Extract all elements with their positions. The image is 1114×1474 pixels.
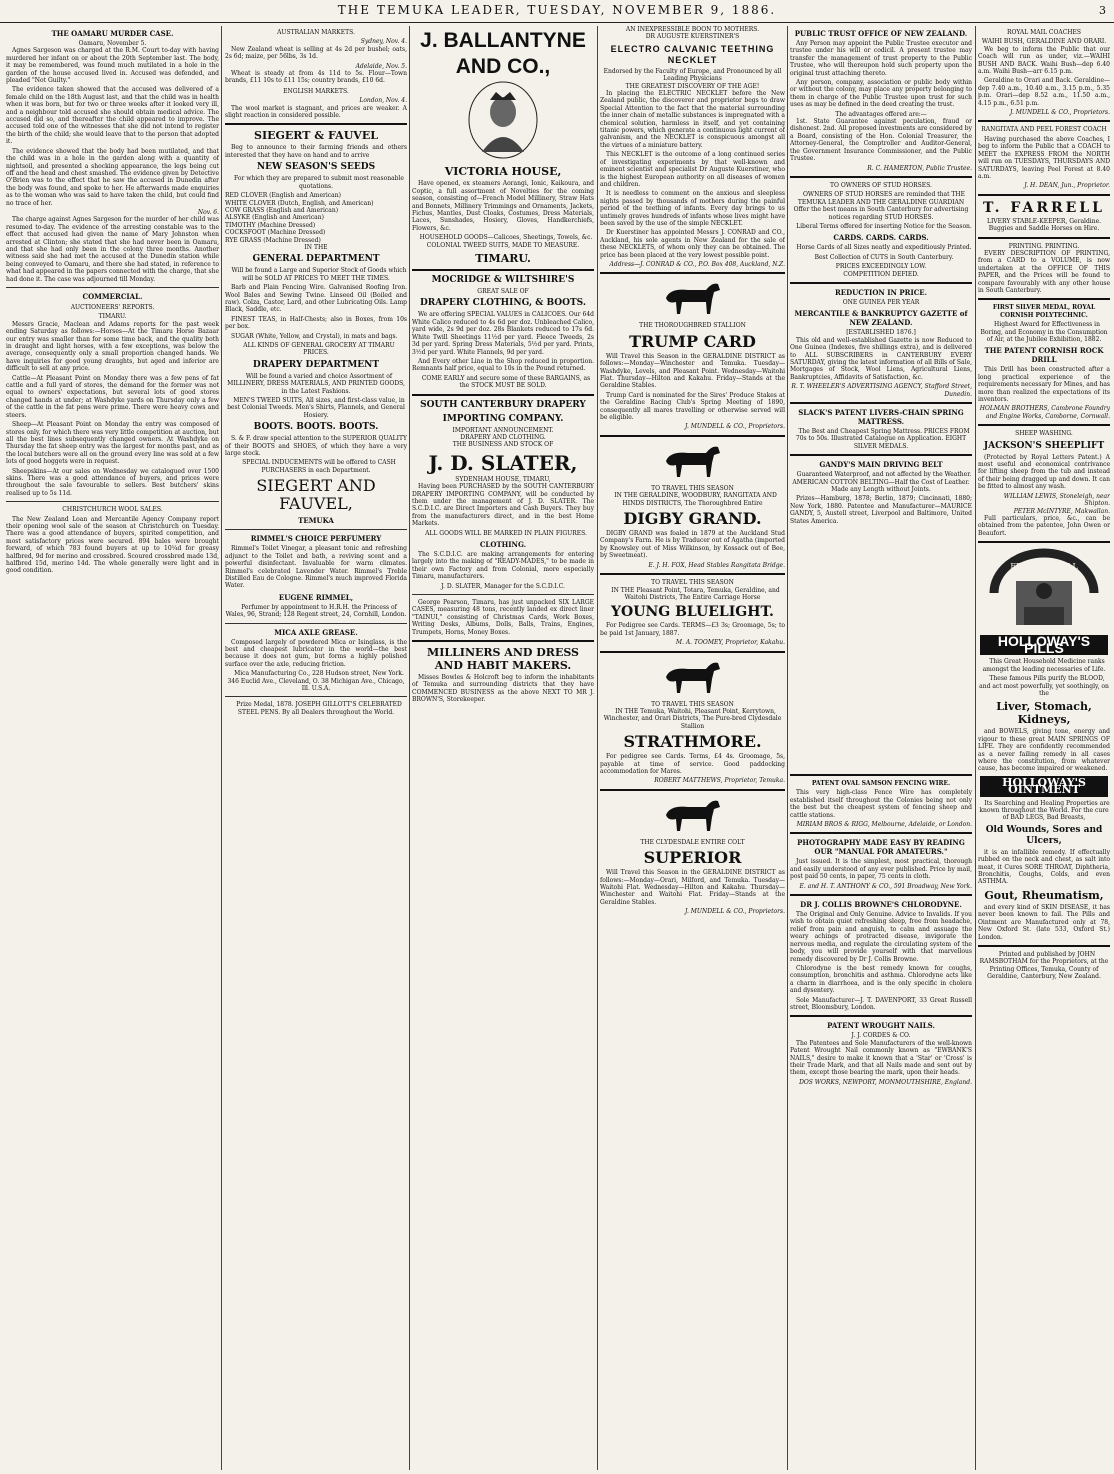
ad-text: For Pedigree see Cards. TERMS—£3 3s; Groomage, 5s; to be paid 1st January, 1887. [600, 622, 785, 637]
ad-heading-gout: Gout, Rheumatism, [984, 888, 1104, 902]
column-drapery-ads [412, 26, 594, 1470]
article-paragraph: Wheat is steady at from 4s 11d to 5s. Flour—Town brands, £11 10s to £11 15s; country brands, £10 6d. [225, 70, 407, 85]
divider [978, 541, 1110, 543]
ad-text: LIVERY STABLE-KEEPER, Geraldine. [986, 217, 1102, 225]
ad-title-mocridge: MOCRIDGE & WILTSHIRE'S [431, 275, 575, 286]
ad-signature: DOS WORKS, NEWPORT, MONMOUTHSHIRE, England. [799, 1078, 972, 1086]
ad-text: COMPETITION DEFIED. [843, 270, 919, 278]
ad-location: TEMUKA [298, 516, 334, 526]
ad-text: And Every other Line in the Shop reduced in proportion. Remnants half price, equal to 10s in the Pound returned. [412, 357, 594, 373]
divider [600, 789, 785, 791]
ad-heading-liver: Liver, Stomach, Kidneys, [996, 700, 1092, 727]
ad-heading-mica: MICA AXLE GREASE. [274, 627, 358, 637]
ad-title-siegert-fauvel-large: SIEGERT AND FAUVEL, [256, 476, 376, 514]
ad-text: Perfumer by appointment to H.R.H. the Princess of Wales, 96, Strand; 128 Regent street, 24, Cornhill, London. [225, 603, 407, 619]
divider [412, 394, 594, 396]
ad-text: Endorsed by the Faculty of Europe, and Pronounced by all Leading Physicians [603, 67, 782, 83]
subheading-auctioneers: AUCTIONEERS' REPORTS. [70, 304, 155, 311]
article-paragraph: Cattle—At Pleasant Point on Monday there was a few pens of fat cattle and a full yard of stores, the demand for the former was not equal to owners' expectations, but several lots of good stores changed hands at under; at Washdyke yards on Thursday only a few of the cattle in the fat pens were prime. There were heavy cows and steers. [6, 374, 219, 419]
ad-text: This Great Household Medicine ranks amongst the leading necessaries of Life. [982, 658, 1106, 673]
ad-text: The S.C.D.I.C. are making arrangements for entering largely into the making of "READY-MADES," to be made in their own Factory and from Colonial, more especially Timaru, manufacturers. [412, 551, 594, 581]
ad-text: FINEST TEAS, in Half-Chests; also in Boxes, from 10s per box. [225, 315, 407, 331]
ad-text: Dr Kuerstiner has appointed Messrs J. CONRAD and CO., Auckland, his sole agents in New Zealand for the sale of these NECKLETS, of whom only they can be obtained. The price has been placed at the very lowest possible point. [600, 229, 785, 259]
divider [790, 402, 972, 404]
ad-text: Best Collection of CUTS in South Canterbury. [814, 253, 954, 261]
ad-title-young-bluelight: YOUNG BLUELIGHT. [611, 604, 774, 621]
ad-text: AN INEXPRESSIBLE BOON TO MOTHERS. [625, 26, 760, 33]
dateline: Oamaru, November 5. [78, 40, 147, 47]
ad-text: PRICES EXCEEDINGLY LOW. [835, 263, 927, 271]
divider [225, 623, 407, 624]
ad-text: Any person, company, association or public body within or without the colony, may place any property belonging to them in charge of the Public Trustee upon trust for such uses as may be defined in the deed creating the trust. [790, 79, 972, 109]
divider [790, 832, 972, 834]
ad-text: Any Person may appoint the Public Trustee executor and trustee under his will or codicil. A present trustee may transfer the management of trust property to the Public Trustee, who will thereupon hold such property upon the original trust attaching thereto. [790, 40, 972, 77]
seed-item: RED CLOVER (English and American) [225, 192, 341, 200]
friend-of-all-engraving [978, 547, 1110, 629]
ad-text: This Drill has been constructed after a long practical experience of the requirements necessary for Mines, and has more than realized the expectations of its inventors. [978, 366, 1110, 404]
ad-text: SPECIAL INDUCEMENTS will be offered to CASH PURCHASERS in each Department. [242, 459, 396, 474]
divider [225, 696, 407, 697]
ad-text: Highest Award for Effectiveness in Boring, and Economy in the Consumption of Air, at the Jubilee Exhibition, 1882. [980, 321, 1108, 343]
column-news [6, 26, 219, 1470]
ad-heading-sheep-washing: SHEEP WASHING. [1015, 430, 1073, 438]
ad-text: S. & F. draw special attention to the SUPERIOR QUALITY of their BOOTS and SHOES, of which they have a very large stock. [225, 435, 407, 458]
ad-text: Sole Manufacturer—J. T. DAVENPORT, 33 Great Russell street, Bloomsbury, London. [790, 996, 972, 1011]
ad-signature: ROBERT MATTHEWS, Proprietor, Temuka. [654, 777, 785, 785]
ad-text: ALL KINDS OF GENERAL GROCERY AT TIMARU PRICES. [243, 342, 395, 357]
ad-title-digby-grand: DIGBY GRAND. [623, 509, 762, 529]
divider [790, 894, 972, 896]
ad-text: Beg to announce to their farming friends and others interested that they have on hand and to arrive [225, 144, 407, 159]
ad-name-rimmel: EUGENE RIMMEL, [278, 592, 354, 602]
divider [600, 651, 785, 653]
ad-title-ballantyne: J. BALLANTYNE [420, 29, 586, 52]
ad-signature: E. and H. T. ANTHONY & CO., 591 Broadway, New York. [799, 882, 972, 890]
divider [978, 237, 1110, 239]
column-rule [787, 26, 788, 1470]
ad-text: DR AUGUSTE KUERSTINER'S [645, 33, 740, 41]
ad-heading-printing: PRINTING. PRINTING. [1008, 242, 1080, 250]
ad-text: Prizes—Hamburg, 1878; Berlin, 1879; Cincinnati, 1880; New York, 1880. Patentee and Manufacturer—MAURICE GANDY, 5, Austell street, Liverpool and Baltimore, United States America. [790, 495, 972, 525]
ad-title-rock-drill: THE PATENT CORNISH ROCK DRILL [984, 346, 1104, 365]
ad-text: Prize Medal, 1878. JOSEPH GILLOTT'S CELEBRATED STEEL PENS. By all Dealers throughout the World. [236, 701, 402, 716]
article-paragraph: Sheep—At Pleasant Point on Monday the entry was composed of stores only, for which there was very little competition at auction, but all the best lines subsequently changed owners. At Washdyke on Thursday the fat sheep entry was the largest for months past, and as the local butchers were all on the ground every line was sold at a few lots of good hoggets were in request. [6, 421, 219, 466]
divider [412, 640, 594, 642]
ad-title-superior: SUPERIOR [643, 848, 742, 868]
ad-signature: HOLMAN BROTHERS, Cambrone Foundry and Engine Works, Camborne, Cornwall. [979, 405, 1110, 420]
horse-icon [658, 795, 728, 835]
article-paragraph: The evidence showed that the body had been mutilated, and that the child was in a hole in the garden along with a quantity of nightsoil, and presented a shocking appearance, the legs being cut off and the head and chest smashed. The evidence given by Detective O'Brien was to the effect that he saw the accused in Dunedin after the body was found, and spoke to her. He afterwards made enquiries as to the woman who was said to have taken the child, but could find no trace of her. [6, 147, 219, 207]
ad-text: and BOWELS, giving tone, energy and vigour to these great MAIN SPRINGS OF LIFE. They are confidently recommended as a never failing remedy in all cases where the constitution, from whatever cause, has become impaired or weakened. [978, 728, 1110, 773]
dateline: Adelaide, Nov. 5. [355, 62, 407, 70]
ad-title-siegert-fauvel: SIEGERT & FAUVEL [254, 129, 378, 143]
ad-heading-clothing: CLOTHING. [479, 540, 527, 549]
article-paragraph: The evidence taken showed that the accused was delivered of a female child on the 18th August last, and that the child was in health when it was born, but for two or three weeks after it looked very ill, and a neighbour told accused she should obtain medical advice. The accused did so, and thereafter the child appeared to improve. The accused told one of the witnesses that she did not intend to register the birth of the child; she would leave that to the person that adopted it. [6, 86, 219, 146]
ad-text: Geraldine to Orari and Back. Geraldine—dep 7.40 a.m., 10.40 a.m., 3.15 p.m., 5.35 p.m. Orari—dep 8.52 a.m., 11.50 a.m., 4.15 p.m., 6.51 p.m. [978, 77, 1110, 107]
seed-item: RYE GRASS (Machine Dressed) [225, 236, 321, 244]
ad-text: Guaranteed Waterproof, and not affected by the Weather. AMERICAN COTTON BELTING—Half the Cost of Leather. Made any Length without Joints. [792, 471, 972, 494]
ad-text: Horse Cards of all Sizes neatly and expeditiously Printed. [796, 244, 972, 252]
ad-title-teething-necklet: ELECTRO CALVANIC TEETHING NECKLET [610, 43, 775, 65]
ad-heading-general-department: GENERAL DEPARTMENT [252, 254, 380, 265]
column-notices-continued [790, 770, 972, 1470]
ad-text: THE CLYDESDALE ENTIRE COLT [640, 838, 745, 846]
ad-signature: Address—J. CONRAD & CO., P.O. Box 408, Auckland, N.Z. [609, 260, 785, 268]
ad-text: We beg to inform the Public that our Coach will run as under, viz.—WAIHI BUSH AND BACK. Waihi Bush—dep 6.40 a.m. Waihi Bush—arr 6.15 p.m. [978, 45, 1110, 76]
ad-text: THE BUSINESS AND STOCK OF [452, 441, 554, 449]
headline-wool-sales: CHRISTCHURCH WOOL SALES. [62, 506, 163, 514]
ad-text: Chlorodyne is the best remedy known for coughs, consumption, bronchitis and asthma. Chlorodyne acts like a charm in diarrhoea, and is the only specific in cholera and dysentery. [790, 964, 972, 995]
headline-australian-markets: AUSTRALIAN MARKETS. [277, 29, 355, 36]
ad-text: George Pearson, Timaru, has just unpacked SIX LARGE CASES, measuring 48 tons, recently landed ex direct liner "TAINUI," consisting of Christmas Cards, Work Boxes, Writing Desks, Albums, Dolls, Balls, Trains, Engines, Trumpets, Horns, Money Boxes. [412, 599, 594, 636]
ad-text: IN THE Temuka, Waitohi, Pleasant Point, Kerrytown, Winchester, and Orari Districts, The Pure-bred Clydesdale Stallion [603, 707, 782, 730]
ad-heading-public-trust: PUBLIC TRUST OFFICE OF NEW ZEALAND. [794, 29, 968, 38]
ad-signature: J. MUNDELL & CO., Proprietors. [1010, 109, 1110, 117]
ad-text: Having been PURCHASED by the SOUTH CANTERBURY DRAPERY IMPORTING COMPANY, will be conducted by them under the management of J. D. SLATER. The S.C.D.I.C. are Direct Importers and Cash Buyers. They buy from the manufacturers direct, and in the best Home Markets. [412, 483, 594, 528]
ad-text: The Original and Only Genuine. Advice to Invalids. If you wish to obtain quiet refreshing sleep, free from headache, relief from pain and anguish, to calm and assuage the weary achings of protracted disease, invigorate the nervous media, and regulate the circulating system of the body, you will provide yourself with that marvellous remedy discovered by Dr J. Collis Browne. [790, 911, 972, 963]
ad-text: ONE GUINEA PER YEAR [842, 298, 920, 306]
ad-text: This very high-class Fence Wire has completely established itself throughout the Colonies being not only the best but the cheapest system of fencing sheep and cattle stations. [790, 789, 972, 819]
ad-heading-photography: PHOTOGRAPHY MADE EASY BY READING OUR "MANUAL FOR AMATEURS." [797, 838, 965, 857]
ad-text: It is needless to comment on the anxious and sleepless nights passed by thousands of mothers during the painful period of the teething of infants. Every day brings to us untimely graves hundreds of infants whose lives might have been saved by the use of the simple NECKLET. [600, 190, 785, 227]
article-paragraph: Messrs Gracie, Maclean and Adams reports for the past week ending Saturday as follows:—Horses—At the Timaru Horse Bazaar our entry was smaller than for some time back, and the quality both in draught and light horses, with a few exceptions, was below the average, consequently only a small proportion changed hands. We have inquiries for good young draughts, but aged and inferior are difficult to sell at any price. [6, 320, 219, 373]
divider [225, 123, 407, 125]
divider [978, 424, 1110, 426]
ad-title-south-canterbury-drapery: SOUTH CANTERBURY DRAPERY [420, 399, 586, 410]
ad-text: Will Travel this Season in the GERALDINE DISTRICT as follows:—Monday—Winchester and Temuka. Tuesday—Washdyke, Levels, and Pleasant Point. Wednesday—Waitohi Flat. Thursday—Hilton and Kakahu. Friday—Stands at the Geraldine Stables. [600, 352, 785, 390]
divider [600, 573, 785, 575]
ad-text: THE GREATEST DISCOVERY OF THE AGE! [625, 82, 760, 90]
ad-text: The Best and Cheapest Spring Mattress. PRICES FROM 70s to 50s. Illustrated Catalogue on Application. EIGHT SILVER MEDALS. [795, 428, 970, 450]
divider [600, 272, 785, 274]
ad-text: Its Searching and Healing Properties are known throughout the World. For the cure of BAD LEGS, Bad Breasts, [979, 799, 1110, 822]
ad-text: Mica Manufacturing Co., 228 Hudson street, New York. 346 Euclid Ave., Cleveland, O. 38 Michigan Ave., Chicago, Ill. U.S.A. [227, 670, 405, 692]
ad-text: (Protected by Royal Letters Patent.) A most useful and economical contrivance for lifting sheep from the tub and instead of their being dragged up and down. It can be fitted to almost any wash. [978, 453, 1110, 491]
horse-icon [658, 441, 728, 481]
ad-signature: J. MUNDELL & CO., Proprietors. [685, 908, 785, 916]
ad-text: Trump Card is nominated for the Sires' Produce Stakes at the Geraldine Racing Club's Spring Meeting of 1890, consequently all mares travelling or otherwise served will be eligible. [600, 391, 785, 422]
ad-title-holloway-pills: HOLLOWAY'S PILLS [980, 635, 1108, 656]
ad-text: 1st. State Guarantee against peculation, fraud or dishonest. 2nd. All proposed investments are considered by a Board, consisting of the Hon. Colonial Treasurer, the Attorney-General, the Comptroller and Auditor-General, the Government Insurance Commissioner, and the Public Trustee. [790, 118, 972, 163]
printer-imprint: Printed and published by JOHN RAMSBOTHAM for the Proprietors, at the Printing Offices, Temuka, County of Geraldine, Canterbury, New Zealand. [979, 950, 1109, 981]
ad-heading-reduction: REDUCTION IN PRICE. [834, 287, 928, 297]
ad-signature: J. D. SLATER, Manager for the S.C.D.I.C. [441, 582, 565, 590]
ad-text: Barb and Plain Fencing Wire. Galvanised Roofing Iron. Wool Bales and Sewing Twine. Linseed Oil (Boiled and raw). Colza, Castor, Lard, and other Lubricating Oils. Lamp Black, Saddle, etc. [225, 284, 407, 314]
ad-title-slater: J. D. SLATER, [428, 450, 578, 475]
ad-signature: J. MUNDELL & CO., Proprietors. [685, 423, 785, 431]
dateline: Nov. 6. [197, 208, 219, 216]
ad-text: WAIHI BUSH, GERALDINE AND ORARI. [981, 38, 1107, 46]
seed-list [225, 192, 407, 244]
ad-signature: R. T. WHEELER'S ADVERTISING AGENCY, Stafford Street, Dunedin. [791, 383, 972, 398]
divider [790, 176, 972, 178]
ad-text: For which they are prepared to submit most reasonable quotations. [234, 175, 404, 190]
column-rule [597, 26, 598, 1470]
divider [6, 287, 219, 288]
ad-text: Have opened, ex steamers Aorangi, Ionic, Kaikoura, and Coptic, a full assortment of Novelties for the coming season, consisting of—French Model Millinery, Straw Hats and Bonnets, Millinery Trimmings and Ornaments, Jackets, Fichus, Mantles, Dust Cloaks, Costumes, Dress Materials, Laces, Sunshades, Hosiery, Gloves, Handkerchiefs, Flowers, &c. [412, 180, 594, 232]
masthead-title: THE TEMUKA LEADER, TUESDAY, NOVEMBER 9, 1886. [337, 3, 777, 17]
ad-text: We are offering SPECIAL VALUES in CALICOES. Our 64d White Calico reduced to 4s 6d per doz. Unbleached Calico, yard wide, 2s 9d per doz. 28s Blankets reduced to 17s 6d. White Twill Sheetings 11½d per yard. Fleece Tweeds, 2s 3d per yard. Spring Dress Materials, 5½d per yard. Prints, 3½d per yard. White Flannels, 9d per yard. [412, 311, 594, 356]
column-coaches-and-medicine [978, 26, 1110, 1470]
masthead [0, 0, 1114, 23]
ad-text: These famous Pills purify the BLOOD, and act most powerfully, yet soothingly, on the [979, 675, 1109, 697]
ad-heading-drapery-department: DRAPERY DEPARTMENT [252, 359, 380, 370]
ad-signature: J. H. DEAN, Jun., Proprietor. [1024, 182, 1110, 190]
seed-item: ALSYKE (English and American) [225, 214, 324, 222]
seed-item: TIMOTHY (Machine Dressed) [225, 221, 316, 229]
ad-location: TIMARU. [475, 252, 531, 266]
article-paragraph: Agnes Sargeson was charged at the R.M. Court to-day with having murdered her infant on or about the 20th September last. The body, it may be remembered, was found much mutilated in a hole in the garden of the house accused lived in. Accused was defended, and pleaded "Not Guilty." [6, 47, 219, 85]
ad-signature: E. J. H. FOX, Head Stables Rangitata Bridge. [648, 561, 785, 569]
ad-text: TO TRAVEL THIS SEASON [651, 700, 734, 708]
article-paragraph: Sheepskins—At our sales on Wednesday we catalogued over 1500 skins. There was a good attendance of buyers, and prices were throughout the sale favourable to sellers. Best butchers' skins realised up to 5s 11d. [6, 467, 219, 497]
divider [978, 945, 1110, 947]
ad-title-trump-card: TRUMP CARD [629, 331, 756, 351]
ad-text: HOUSEHOLD GOODS—Calicoes, Sheetings, Towels, &c. COLONIAL TWEED SUITS, MADE TO MEASURE. [419, 234, 593, 249]
ad-text: Will be found a Large and Superior Stock of Goods which will be SOLD AT PRICES TO MEET THE TIMES. [231, 267, 407, 282]
ad-heading-rimmel: RIMMEL'S CHOICE PERFUMERY [250, 534, 382, 544]
ad-text: DRAPERY AND CLOTHING. [460, 433, 546, 441]
divider [978, 194, 1110, 196]
ad-heading-chlorodyne: DR J. COLLIS BROWNE'S CHLORODYNE. [800, 900, 962, 910]
ad-text: This old and well-established Gazette is now Reduced to One Guinea (Indexes, five shillings extra), and is delivered to ALL SUBSCRIBERS in CANTERBURY EVERY SATURDAY, giving the latest information of all Bills of Sale, Mortgages of Stock, Wool Liens, Agricultural Liens, Bankruptcies, Affidavits of Satisfaction, &c. [790, 336, 972, 381]
article-paragraph: The charge against Agnes Sargeson for the murder of her child was resumed to-day. The evidence of the arresting constable was to the effect that accused had given the name of Mary Johnston when arrested at Clinton; she stated that she had never been in Oamaru, and that she had only been in the colony three months. Another witness said she had met the accused at the Dunedin station while being conveyed to Oamaru, and there she had stated, in reference to what had appeared in the papers connected with the charge, that she had done it. The case was adjourned till Monday. [6, 216, 219, 283]
ad-text: SYDENHAM HOUSE, TIMARU, [455, 475, 551, 483]
ad-text: The advantages offered are:— [835, 110, 927, 118]
ad-title-importing-company: IMPORTING COMPANY. [442, 413, 564, 424]
page-number: 3 [1099, 4, 1106, 17]
divider [412, 594, 594, 595]
divider [790, 454, 972, 456]
column-markets-and-ads [225, 26, 407, 1470]
ad-text: SUGAR (White, Yellow, and Crystal), in mats and bags. [231, 332, 398, 340]
horse-icon [658, 657, 728, 697]
headline-english-markets: ENGLISH MARKETS. [283, 87, 349, 95]
divider [790, 774, 972, 776]
ad-text: [ESTABLISHED 1876.] [846, 329, 916, 337]
ad-heading-fencing-wire: PATENT OVAL SAMSON FENCING WIRE. [811, 780, 951, 787]
ad-text: it is an infallible remedy. If effectually rubbed on the neck and chest, as salt into meat, it Cures SORE THROAT, Diphtheria, Bronchitis, Coughs, Colds, and even ASTHMA. [978, 848, 1110, 886]
ad-text: Having purchased the above Coaches, I beg to inform the Public that a COACH to MEET the EXPRESS FROM the NORTH will run on TUESDAYS, THURSDAYS AND SATURDAYS, leaving Peel Forest at 8.40 a.m. [978, 135, 1110, 180]
ad-heading-seeds: NEW SEASON'S SEEDS [256, 162, 376, 173]
divider [978, 298, 1110, 300]
ad-heading-rangitata-coach: RANGITATA AND PEEL FOREST COACH [981, 126, 1107, 134]
ad-text: IN THE GERALDINE, WOODBURY, RANGITATA AND HINDS DISTRICTS, The Thoroughbred Entire [614, 492, 777, 507]
ad-text: EVERY DESCRIPTION OF PRINTING, from a CARD to a VOLUME, is now undertaken at the OFFICE OF THIS PAPER, and the Prices will be found to compare favourably with any other house in South Canterbury. [978, 249, 1110, 294]
ad-text: and every kind of SKIN DISEASE, it has never been known to fail. The Pills and Ointment are Manufactured only at 78, New Oxford St. (late 533, Oxford St.) London. [978, 903, 1110, 941]
ad-text: THE THOROUGHBRED STALLION [639, 322, 746, 330]
ad-text: DIGBY GRAND was foaled in 1879 at the Auckland Stud Company's Farm. He is by Traducer out of Agatha (imported by Knowsley out of Miss Wilkinson, by Kossack out of Bee, by Sweetmeat). [600, 530, 785, 560]
ad-text: J. J. CORDES & CO. [851, 1032, 911, 1040]
ad-signature: R. C. HAMERTON, Public Trustee. [867, 164, 972, 172]
dateline: London, Nov. 4. [359, 97, 407, 105]
dateline: Sydney, Nov. 4. [360, 38, 407, 46]
ad-text: Will Travel this Season in the GERALDINE DISTRICT as follows:—Monday—Orari, Milford, and Temuka. Tuesday—Waitohi Flat. Wednesday—Hilton and Kakahu. Thursday—Winchester and Waitohi Flat. Friday—Stands at the Geraldine Stables. [600, 869, 785, 906]
ad-text: In placing the ELECTRIC NECKLET before the New Zealand public, the discoverer and proprietor begs to draw Special Attention to the fact that the material surrounding the inner chain of metallic substances is impregnated with a chemical solution, harmless in itself, and yet containing titanic powers, which generate a continuous light current of galvanism, and the NECKLET is conspicuous amongst all the virtues of a miniature battery. [600, 90, 785, 149]
headline-murder-case: THE OAMARU MURDER CASE. [51, 29, 174, 38]
ad-text: IN THE [304, 243, 328, 251]
ad-text: TO TRAVEL THIS SEASON [651, 484, 734, 492]
divider [978, 120, 1110, 122]
ad-heading-gandy-belt: GANDY'S MAIN DRIVING BELT [819, 460, 943, 470]
ad-text: Full particulars, price, &c., can be obtained from the patentee, John Owen or Beaufort. [978, 514, 1110, 537]
divider [225, 529, 407, 530]
seed-item: WHITE CLOVER (Dutch, English, and American) [225, 199, 374, 207]
ad-title-holloway-ointment: HOLLOWAY'S OINTMENT [980, 776, 1108, 797]
ad-heading-drapery-clothing-boots: DRAPERY CLOTHING, & BOOTS. [420, 298, 586, 309]
ad-text: Just issued. It is the simplest, most practical, thorough and easily understood of any ever published. Price by mail, post paid 50 cents, in paper, 75 cents in cloth. [790, 858, 972, 881]
ad-signature: MIRIAM BROS & RIGG, Melbourne, Adelaide, or London. [796, 821, 972, 829]
ad-text: COME EARLY and secure some of these BARGAINS, as the STOCK MUST BE SOLD. [421, 374, 591, 390]
ad-heading-slack-mattress: SLACK'S PATENT LIVERS-CHAIN SPRING MATTRESS. [798, 408, 964, 427]
ad-text: Buggies and Saddle Horses on Hire. [988, 225, 1100, 233]
ad-text: TO TRAVEL THIS SEASON [651, 579, 734, 587]
ad-signature: PETER McINTYRE, Makwallan. [1013, 507, 1110, 515]
divider [790, 1015, 972, 1017]
ad-heading-victoria-house: VICTORIA HOUSE, [444, 165, 562, 179]
column-rule [221, 26, 222, 1470]
horse-icon [658, 278, 728, 318]
ad-signature: M. A. TOOMEY, Proprietor, Kakahu. [675, 639, 785, 647]
ad-title-gazette: MERCANTILE & BANKRUPTCY GAZETTE of NEW ZEALAND. [794, 309, 968, 328]
ad-title-strathmore: STRATHMORE. [623, 732, 762, 752]
ad-title-ballantyne-co: AND CO., [455, 55, 551, 78]
ad-text: IN THE Pleasant Point, Totara, Temuka, Geraldine, and Waitohi Districts, The Entire Carriage Horse [611, 586, 780, 601]
ad-title-farrell: T. FARRELL [983, 199, 1105, 216]
ad-text: For pedigree see Cards. Terms, £4 4s. Groomage, 5s, payable at time of service. Good paddocking accommodation for Mares. [600, 753, 785, 775]
queen-victoria-portrait [412, 80, 594, 160]
ad-text: Will be found a varied and choice Assortment of MILLINERY, DRESS MATERIALS, AND PRINTED GOODS, in the Latest Fashions. [227, 372, 405, 395]
column-rule [975, 26, 976, 1470]
ad-signature: WILLIAM LEWIS, Stoneleigh, near Shipton. [1003, 492, 1110, 508]
ad-heading-cards: CARDS. CARDS. CARDS. [833, 233, 929, 243]
ad-text: Misses Bowles & Holcroft beg to inform the inhabitants of Temuka and surrounding districts that they have COMMENCED BUSINESS as the above NEXT TO MR J. BROWN'S, Storekeeper. [412, 674, 594, 704]
article-paragraph: The wool market is stagnant, and prices are weaker. A slight reaction in considered possible. [225, 104, 407, 120]
ad-heading-old-wounds: Old Wounds, Sores and Ulcers, [985, 824, 1103, 846]
ad-text: ALL GOODS WILL BE MARKED IN PLAIN FIGURES. [425, 529, 587, 537]
seed-item: COCKSFOOT (Machine Dressed) [225, 229, 326, 237]
divider [600, 435, 785, 437]
engraving-banner-text: FRIEND OF ALL [1010, 562, 1078, 572]
ad-text: MEN'S TWEED SUITS, All sizes, and first-class value, in best Colonial Tweeds. Men's Shirts, Flannels, and General Hosiery. [227, 397, 405, 419]
ad-heading-stud-owners: TO OWNERS OF STUD HORSES. [830, 181, 932, 189]
ad-text: The Patentees and Sole Manufacturers of the well-known Patent Wrought Nail commonly known as "EWBANK'S NAILS," desire to make it known that a 'Star' or 'Cross' is their Trade Mark, and that all Nails made and sent out by them, except those bearing the mark, upon their heads. [790, 1039, 972, 1077]
divider [6, 501, 219, 502]
seed-item: COW GRASS (English and American) [225, 206, 339, 214]
ad-text: OWNERS OF STUD HORSES are reminded that THE TEMUKA LEADER AND THE GERALDINE GUARDIAN Offer the best means in South Canterbury for advertising notices regarding STUD HORSES. [793, 191, 969, 221]
article-paragraph: The New Zealand Loan and Mercantile Agency Company report their opening wool sale of the season at Christchurch on Tuesday. There was a good attendance of buyers, spirited competition, and most satisfactory prices were secured. 894 bales were brought forward, of which 783 found buyers at up to 10¼d for greasy halfbred, 9d for merino and crossbred. Scoured crossbred made 13d, halfbred 15d, merino 14d. The whole generally were light and in good condition. [6, 515, 219, 575]
ad-text: GREAT SALE OF [477, 288, 529, 296]
ad-text: Composed largely of powdered Mica or Isinglass, is the best and cheapest lubricator in the world—the best because it does not gum, but forms a highly polished surface over the axle, reducing friction. [225, 638, 407, 668]
divider [790, 282, 972, 284]
section-heading-commercial: COMMERCIAL. [82, 292, 143, 301]
divider [412, 269, 594, 271]
column-rule [409, 26, 410, 1470]
ad-title-sheeplift: JACKSON'S SHEEPLIFT [983, 440, 1105, 451]
ad-text: This NECKLET is the outcome of a long continued series of investigating experiments by that well-known and eminent scientist and specialist Dr Auguste Kuerstiner, who is the highest European authority on all diseases of women and children. [600, 151, 785, 188]
ad-text: Liberal Terms offered for inserting Notice for the Season. [796, 222, 972, 230]
subheading-timaru: TIMARU. [98, 313, 127, 321]
ad-text: Rimmel's Toilet Vinegar, a pleasant tonic and refreshing adjunct to the Toilet and bath, a reviving scent and a powerful disinfectant. Invaluable for warm climates. Rimmel's celebrated Lavender Water. Rimmel's Treble Distilled Eau de Cologne. Rimmel's much improved Florida Water. [225, 545, 407, 590]
ad-heading-royal-mail-coaches: ROYAL MAIL COACHES [1006, 29, 1082, 36]
article-paragraph: New Zealand wheat is selling at 4s 2d per bushel; oats, 2s 6d; maize, per 56lbs, 3s 1d. [225, 45, 407, 61]
ad-heading-boots: BOOTS. BOOTS. BOOTS. [253, 422, 379, 433]
ad-text: IMPORTANT ANNOUNCEMENT. [452, 426, 554, 434]
ad-heading-silver-medal: FIRST SILVER MEDAL, ROYAL CORNISH POLYTECHNIC. [992, 304, 1096, 319]
column-necklet-and-stallions [600, 26, 785, 1470]
ad-heading-milliners: MILLINERS AND DRESS AND HABIT MAKERS. [427, 646, 579, 673]
ad-heading-wrought-nails: PATENT WROUGHT NAILS. [827, 1021, 935, 1031]
